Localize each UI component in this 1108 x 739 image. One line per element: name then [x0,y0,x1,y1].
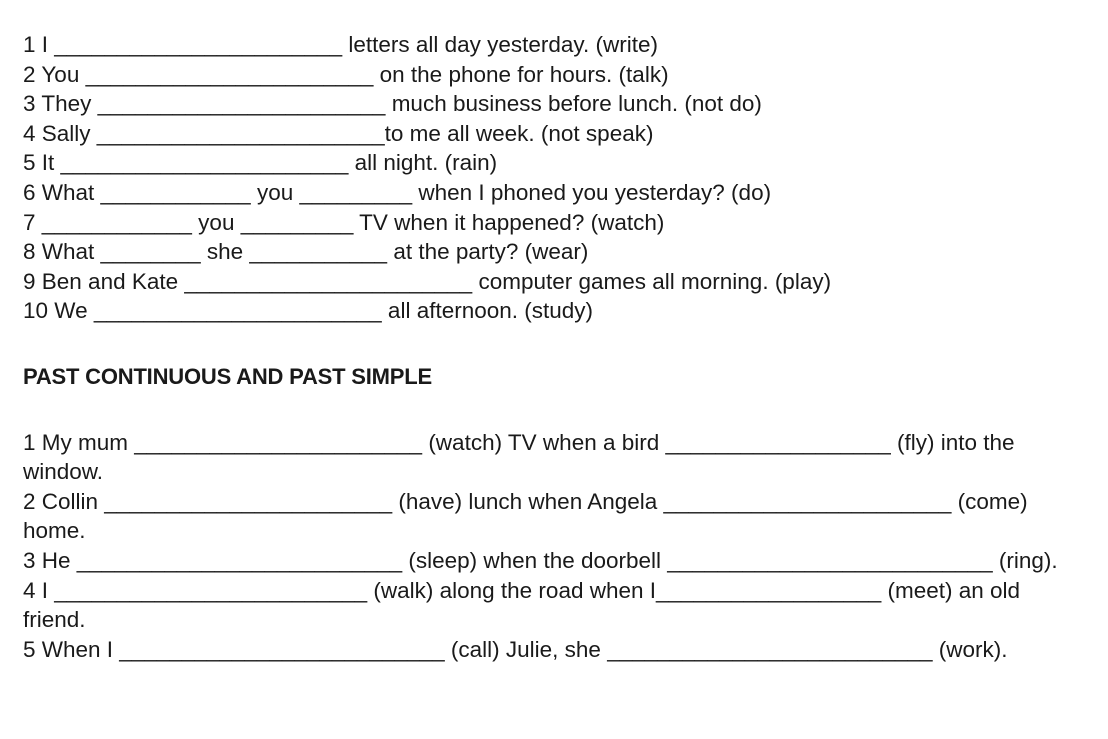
exercise-1-item-9: 9 Ben and Kate _______________________ computer games all morning. (play) [23,268,832,294]
exercise-2-item-1: 1 My mum _______________________ (watch) TV when a bird __________________ (fly) into the window. [23,429,1015,485]
exercise-1-list [23,30,1083,326]
worksheet [23,30,1083,664]
section-heading: PAST CONTINUOUS AND PAST SIMPLE [23,363,432,389]
exercise-2-item-5: 5 When I __________________________ (call) Julie, she __________________________ (work). [23,636,1008,662]
exercise-1-item-6: 6 What ____________ you _________ when I phoned you yesterday? (do) [23,179,772,205]
exercise-1-item-7: 7 ____________ you _________ TV when it happened? (watch) [23,209,665,235]
exercise-2-list [23,428,1083,665]
exercise-1-item-2: 2 You _______________________ on the phone for hours. (talk) [23,61,669,87]
exercise-1-item-3: 3 They _______________________ much business before lunch. (not do) [23,91,762,117]
exercise-2-item-2: 2 Collin _______________________ (have) lunch when Angela _______________________ (come) home. [23,488,1028,544]
exercise-1-item-1: 1 I _______________________ letters all day yesterday. (write) [23,32,659,57]
exercise-1-item-4: 4 Sally _______________________to me all week. (not speak) [23,120,654,146]
exercise-1-item-5: 5 It _______________________ all night. (rain) [23,150,498,176]
exercise-1-item-8: 8 What ________ she ___________ at the party? (wear) [23,239,589,265]
exercise-1-item-10: 10 We _______________________ all afternoon. (study) [23,298,594,324]
exercise-2-item-4: 4 I _________________________ (walk) along the road when I__________________ (meet) an old friend. [23,577,1021,633]
exercise-2-item-3: 3 He __________________________ (sleep) when the doorbell __________________________ (ring). [23,547,1058,573]
